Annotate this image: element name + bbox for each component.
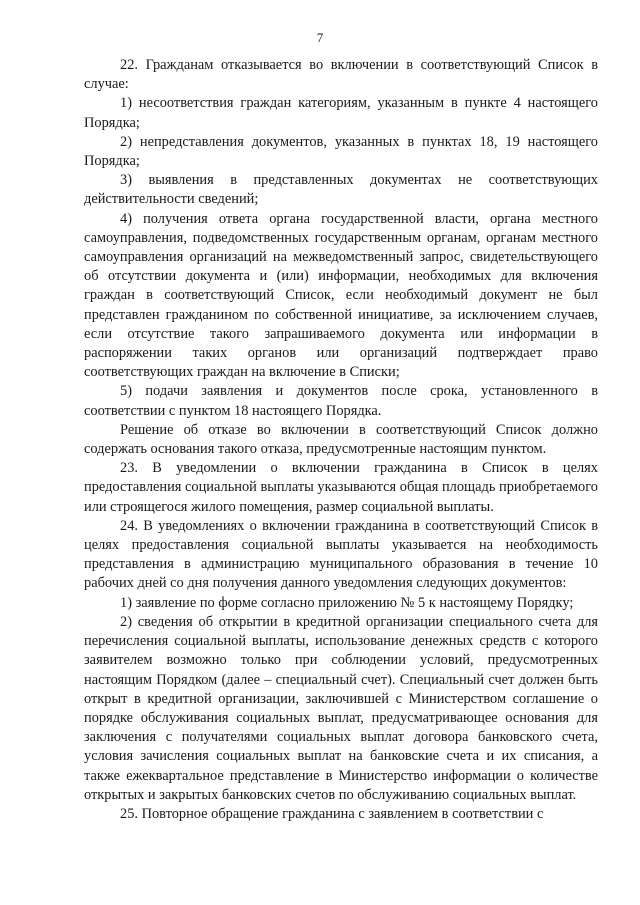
paragraph-22-item-3: 3) выявления в представленных документах не соответствующих действительности сведений; (84, 172, 598, 208)
paragraph-24-item-2: 2) сведения об открытии в кредитной организации специального счета для перечисления социальной выплаты, использование денежных средств с которого заявителем возможно только при соблюдении условий, предусмотренных настоящим Порядком (далее – специальный счет). Специальный счет должен быть открыт в кредитной организации, заключившей с Министерством соглашение о порядке обслуживания социальных выплат, предусматривающее основания для заключения с получателями социальных выплат договора банковского счета, условия зачисления социальных выплат на банковские счета и их списания, а также ежеквартальное представление в Министерство информации о количестве открытых и закрытых банковских счетов по обслуживанию социальных выплат. (84, 613, 598, 803)
paragraph-23: 23. В уведомлении о включении гражданина в Список в целях предоставления социальной выплаты указываются общая площадь приобретаемого или строящегося жилого помещения, размер социальной выплаты. (84, 460, 598, 515)
paragraph-22-item-4: 4) получения ответа органа государственной власти, органа местного самоуправления, подведомственных государственным органам, органам местного самоуправления организаций на межведомственный запрос, свидетельствующего об отсутствии документа и (или) информации, необходимых для включения граждан в соответствующий Список, если необходимый документ не был представлен гражданином по собственной инициативе, за исключением случаев, если отсутствие такого запрашиваемого документа или информации в распоряжении таких органов или организаций подтверждает право соответствующих граждан на включение в Списки; (84, 210, 598, 381)
paragraph-22-item-1: 1) несоответствия граждан категориям, указанным в пункте 4 настоящего Порядка; (84, 95, 598, 131)
paragraph-22-decision: Решение об отказе во включении в соответствующий Список должно содержать основания такого отказа, предусмотренные настоящим пунктом. (84, 421, 598, 458)
paragraph-24-item-1: 1) заявление по форме согласно приложению № 5 к настоящему Порядку; (120, 594, 574, 611)
paragraph-22-item-5: 5) подачи заявления и документов после срока, установленного в соответствии с пунктом 18 настоящего Порядка. (84, 383, 598, 419)
paragraph-22: 22. Гражданам отказывается во включении в соответствующий Список в случае: (84, 57, 598, 93)
paragraph-25: 25. Повторное обращение гражданина с заявлением в соответствии с (120, 805, 544, 822)
page-number: 7 (316, 30, 324, 45)
paragraph-24: 24. В уведомлениях о включении гражданина в соответствующий Список в целях предоставления социальной выплаты указывается на необходимость представления в администрацию муниципального образования в течение 10 рабочих дней со дня получения данного уведомления следующих документов: (84, 517, 598, 592)
paragraph-22-item-2: 2) непредставления документов, указанных в пунктах 18, 19 настоящего Порядка; (84, 133, 598, 170)
document-body (84, 56, 598, 824)
